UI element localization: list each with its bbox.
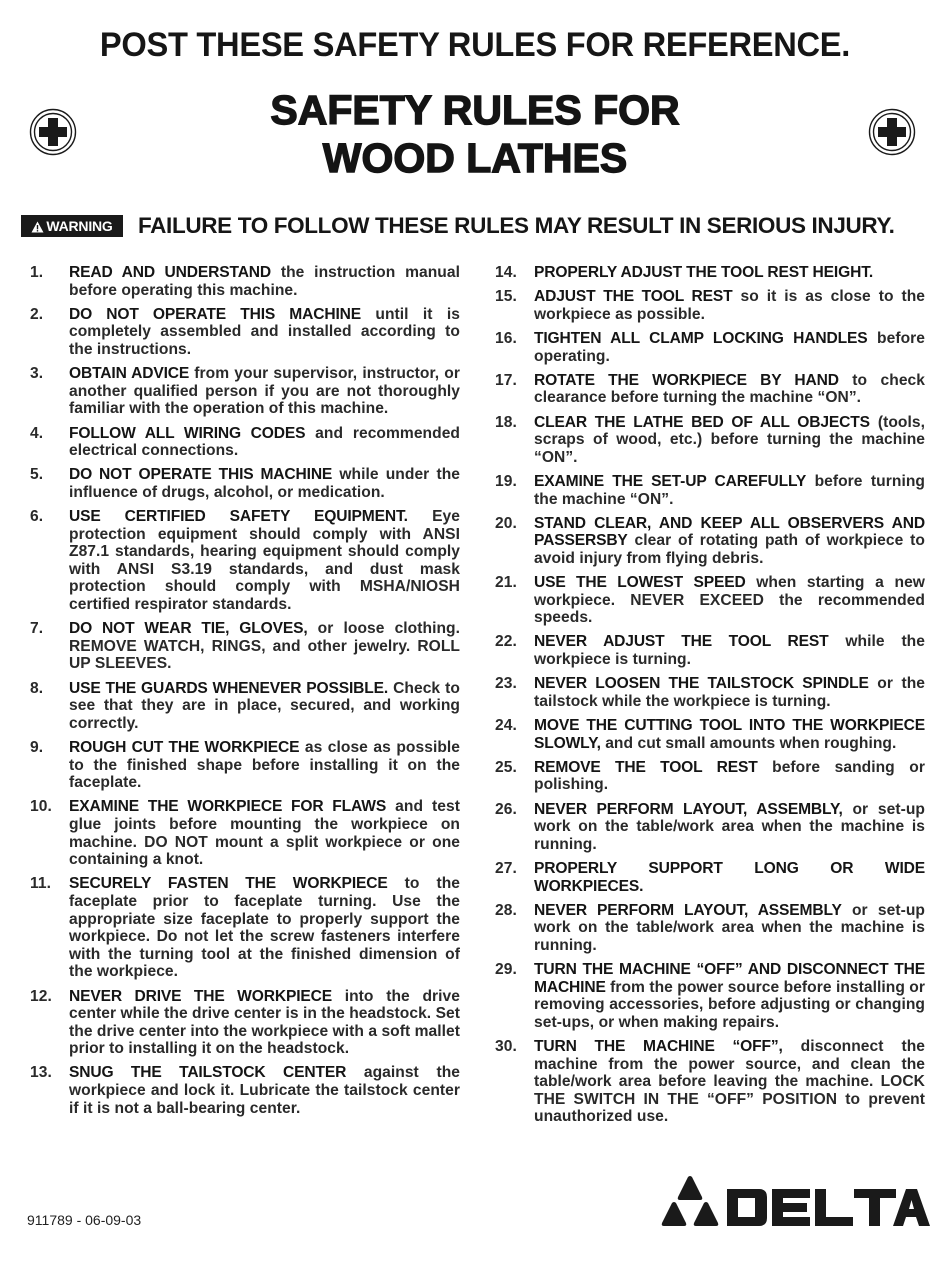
rule-text: or loose clothing. REMOVE WATCH, RINGS, and other jewelry. ROLL UP SLEEVES. xyxy=(69,620,460,673)
rule-text: while the workpiece is turning. xyxy=(534,633,925,669)
warning-badge xyxy=(21,215,123,237)
rule-text: (tools, scraps of wood, etc.) before turning the machine “ON”. xyxy=(534,413,925,466)
safety-rule-item xyxy=(30,508,460,614)
rule-number: 2. xyxy=(30,305,44,323)
rule-number: 27. xyxy=(495,859,517,877)
rule-text: before operating. xyxy=(534,329,925,365)
rule-heading: FOLLOW ALL WIRING CODES xyxy=(69,424,306,442)
rule-text: until it is completely assembled and installed according to the instructions. xyxy=(69,305,460,358)
safety-rule-item xyxy=(495,372,925,407)
rule-text: from your supervisor, instructor, or another qualified person if you are not thoroughly familiar with the operation of this machine. xyxy=(69,365,460,418)
rule-text: against the workpiece and lock it. Lubricate the tailstock center if it is not a ball-bearing center. xyxy=(69,1064,460,1117)
rule-heading: DO NOT OPERATE THIS MACHINE xyxy=(69,466,333,484)
rule-text: and recommended electrical connections. xyxy=(69,424,460,460)
rule-text: clear of rotating path of workpiece to avoid injury from flying debris. xyxy=(534,532,925,567)
safety-rule-item xyxy=(495,633,925,668)
rule-number: 8. xyxy=(30,679,44,697)
rule-number: 25. xyxy=(495,758,517,776)
safety-rule-item xyxy=(30,875,460,981)
safety-rule-item xyxy=(495,961,925,1031)
safety-rule-item xyxy=(495,288,925,323)
rule-text: disconnect the machine from the power source, and clean the table/work area before leaving the machine. LOCK THE SWITCH IN THE “OFF” POSITION to prevent unauthorized use. xyxy=(534,1038,926,1126)
safety-rule-item xyxy=(30,988,460,1058)
safety-rule-item xyxy=(30,739,460,792)
rule-heading: SNUG THE TAILSTOCK CENTER xyxy=(69,1064,347,1082)
rule-number: 26. xyxy=(495,800,517,818)
rules-column-right xyxy=(495,264,925,1133)
rule-text: or set-up work on the table/work area when the machine is running. xyxy=(534,800,925,853)
rule-heading: REMOVE THE TOOL REST xyxy=(534,758,758,776)
rule-number: 11. xyxy=(30,875,51,893)
rule-heading: OBTAIN ADVICE xyxy=(69,365,190,383)
rule-number: 28. xyxy=(495,901,517,919)
rule-number: 17. xyxy=(495,371,517,389)
rule-text: from the power source before installing or removing accessories, before adjusting or changing set-ups, or when making repairs. xyxy=(534,978,925,1031)
rule-number: 13. xyxy=(30,1064,52,1082)
rule-number: 21. xyxy=(495,574,517,592)
safety-rule-item xyxy=(30,798,460,868)
safety-rule-item xyxy=(30,365,460,418)
rule-number: 29. xyxy=(495,961,517,979)
rule-number: 23. xyxy=(495,675,517,693)
rule-heading: NEVER PERFORM LAYOUT, ASSEMBLY xyxy=(534,901,842,919)
safety-rule-item xyxy=(30,425,460,460)
rule-heading: TURN THE MACHINE “OFF”, xyxy=(534,1038,783,1056)
safety-rule-item xyxy=(30,620,460,673)
rule-heading: EXAMINE THE WORKPIECE FOR FLAWS xyxy=(69,798,387,816)
rule-number: 20. xyxy=(495,514,517,532)
safety-rule-item xyxy=(495,264,925,282)
rule-text: and cut small amounts when roughing. xyxy=(600,734,897,752)
safety-rule-item xyxy=(495,330,925,365)
rule-heading: USE THE LOWEST SPEED xyxy=(534,574,746,592)
rule-heading: ROTATE THE WORKPIECE BY HAND xyxy=(534,371,839,389)
rule-heading: ADJUST THE TOOL REST xyxy=(534,288,733,306)
safety-rule-item xyxy=(495,473,925,508)
rule-text: before sanding or polishing. xyxy=(534,758,925,794)
page-title xyxy=(0,86,950,182)
rule-number: 9. xyxy=(30,739,44,756)
warning-badge-label: WARNING xyxy=(46,218,113,234)
rule-number: 7. xyxy=(30,620,44,638)
crosshair-plus-icon xyxy=(29,108,77,156)
rule-heading: MOVE THE CUTTING TOOL INTO THE WORKPIECE SLOWLY, xyxy=(534,717,925,752)
rules-column-left xyxy=(30,264,460,1124)
rule-number: 12. xyxy=(30,987,52,1005)
rule-number: 4. xyxy=(30,424,44,442)
rule-number: 10. xyxy=(30,798,52,816)
rule-text: into the drive center while the drive center is in the headstock. Set the drive center into the workpiece with a soft mallet prior to installing it on the headstock. xyxy=(69,987,460,1058)
safety-rule-item xyxy=(495,717,925,752)
rule-number: 1. xyxy=(30,264,44,281)
rule-heading: NEVER ADJUST THE TOOL REST xyxy=(534,633,829,651)
rule-heading: NEVER PERFORM LAYOUT, ASSEMBLY, xyxy=(534,800,843,818)
rule-number: 22. xyxy=(495,633,517,651)
rule-text: so it is as close to the workpiece as possible. xyxy=(534,288,925,323)
rule-text: as close as possible to the finished shape before installing it on the faceplate. xyxy=(69,739,461,792)
rule-heading: DO NOT WEAR TIE, GLOVES, xyxy=(69,620,308,638)
rule-heading: EXAMINE THE SET-UP CAREFULLY xyxy=(534,472,807,490)
rule-text: Eye protection equipment should comply with ANSI Z87.1 standards, hearing equipment should comply with ANSI S3.19 standards, and dust mask protection should comply with MSHA/NIOSH certified respirator standards. xyxy=(69,508,460,614)
rule-text: or set-up work on the table/work area when the machine is running. xyxy=(534,901,925,954)
rule-heading: NEVER LOOSEN THE TAILSTOCK SPINDLE xyxy=(534,675,869,693)
rule-text: while under the influence of drugs, alcohol, or medication. xyxy=(69,466,460,501)
safety-rule-item xyxy=(495,515,925,568)
rule-heading: USE THE GUARDS WHENEVER POSSIBLE. xyxy=(69,679,389,697)
post-reference-title: POST THESE SAFETY RULES FOR REFERENCE. xyxy=(99,26,851,64)
safety-rule-item xyxy=(30,466,460,501)
rule-text: Check to see that they are in place, secured, and working correctly. xyxy=(69,679,461,732)
safety-rule-item xyxy=(495,675,925,710)
rule-heading: TIGHTEN ALL CLAMP LOCKING HANDLES xyxy=(534,329,868,347)
rule-text: and test glue joints before mounting the workpiece on machine. DO NOT mount a split workpiece or one containing a knot. xyxy=(69,798,460,869)
document-code: 911789 - 06-09-03 xyxy=(27,1212,142,1228)
rule-heading: USE CERTIFIED SAFETY EQUIPMENT. xyxy=(69,508,408,526)
rule-heading: PROPERLY ADJUST THE TOOL REST HEIGHT. xyxy=(534,264,874,281)
rule-heading: ROUGH CUT THE WORKPIECE xyxy=(69,739,300,756)
safety-rule-item xyxy=(495,574,925,627)
rule-heading: PROPERLY SUPPORT LONG OR WIDE WORKPIECES. xyxy=(534,859,925,895)
rule-text: to the faceplate prior to faceplate turning. Use the appropriate size faceplate to properly support the workpiece. Do not let the screw fasteners interfere with the turning tool at the finished dimension of the workpiece. xyxy=(69,875,460,981)
rule-heading: CLEAR THE LATHE BED OF ALL OBJECTS xyxy=(534,413,870,431)
rule-number: 30. xyxy=(495,1038,517,1056)
safety-rule-item xyxy=(495,1038,925,1126)
rule-heading: TURN THE MACHINE “OFF” AND DISCONNECT THE MACHINE xyxy=(534,961,925,996)
safety-rule-item xyxy=(495,414,925,467)
rule-text: before turning the machine “ON”. xyxy=(534,472,925,508)
rule-heading: DO NOT OPERATE THIS MACHINE xyxy=(69,305,362,323)
rule-number: 15. xyxy=(495,288,517,306)
rule-number: 6. xyxy=(30,508,44,526)
page-title-line-2: WOOD LATHES xyxy=(322,135,628,181)
rule-text: or the tailstock while the workpiece is turning. xyxy=(534,675,926,710)
safety-rule-item xyxy=(30,306,460,359)
rule-heading: READ AND UNDERSTAND xyxy=(69,264,272,281)
crosshair-plus-icon xyxy=(868,108,916,156)
warning-text: FAILURE TO FOLLOW THESE RULES MAY RESULT IN SERIOUS INJURY. xyxy=(138,213,895,238)
delta-wordmark xyxy=(727,1189,930,1226)
rule-number: 5. xyxy=(30,466,44,484)
rule-number: 3. xyxy=(30,365,44,383)
safety-rule-item xyxy=(30,264,460,299)
delta-triangles-icon xyxy=(662,1176,719,1226)
safety-rule-item xyxy=(495,860,925,895)
rule-text: the instruction manual before operating this machine. xyxy=(69,264,460,299)
rule-text: when starting a new workpiece. NEVER EXCEED the recommended speeds. xyxy=(534,574,925,627)
rule-heading: SECURELY FASTEN THE WORKPIECE xyxy=(69,875,388,893)
safety-rule-item xyxy=(30,1064,460,1117)
warning-triangle-icon xyxy=(31,221,44,233)
safety-rule-item xyxy=(30,680,460,733)
delta-logo xyxy=(655,1175,930,1227)
rule-text: to check clearance before turning the machine “ON”. xyxy=(534,371,925,407)
rule-number: 24. xyxy=(495,717,517,734)
rule-number: 19. xyxy=(495,472,517,490)
rule-heading: STAND CLEAR, AND KEEP ALL OBSERVERS AND PASSERSBY xyxy=(534,514,925,550)
rule-number: 16. xyxy=(495,329,517,347)
page-title-line-1: SAFETY RULES FOR xyxy=(270,87,680,133)
safety-rule-item xyxy=(495,759,925,794)
safety-rule-item xyxy=(495,902,925,955)
rule-number: 18. xyxy=(495,413,517,431)
safety-rule-item xyxy=(495,801,925,854)
warning-banner xyxy=(21,212,931,240)
rule-heading: NEVER DRIVE THE WORKPIECE xyxy=(69,987,332,1005)
rule-number: 14. xyxy=(495,264,517,281)
